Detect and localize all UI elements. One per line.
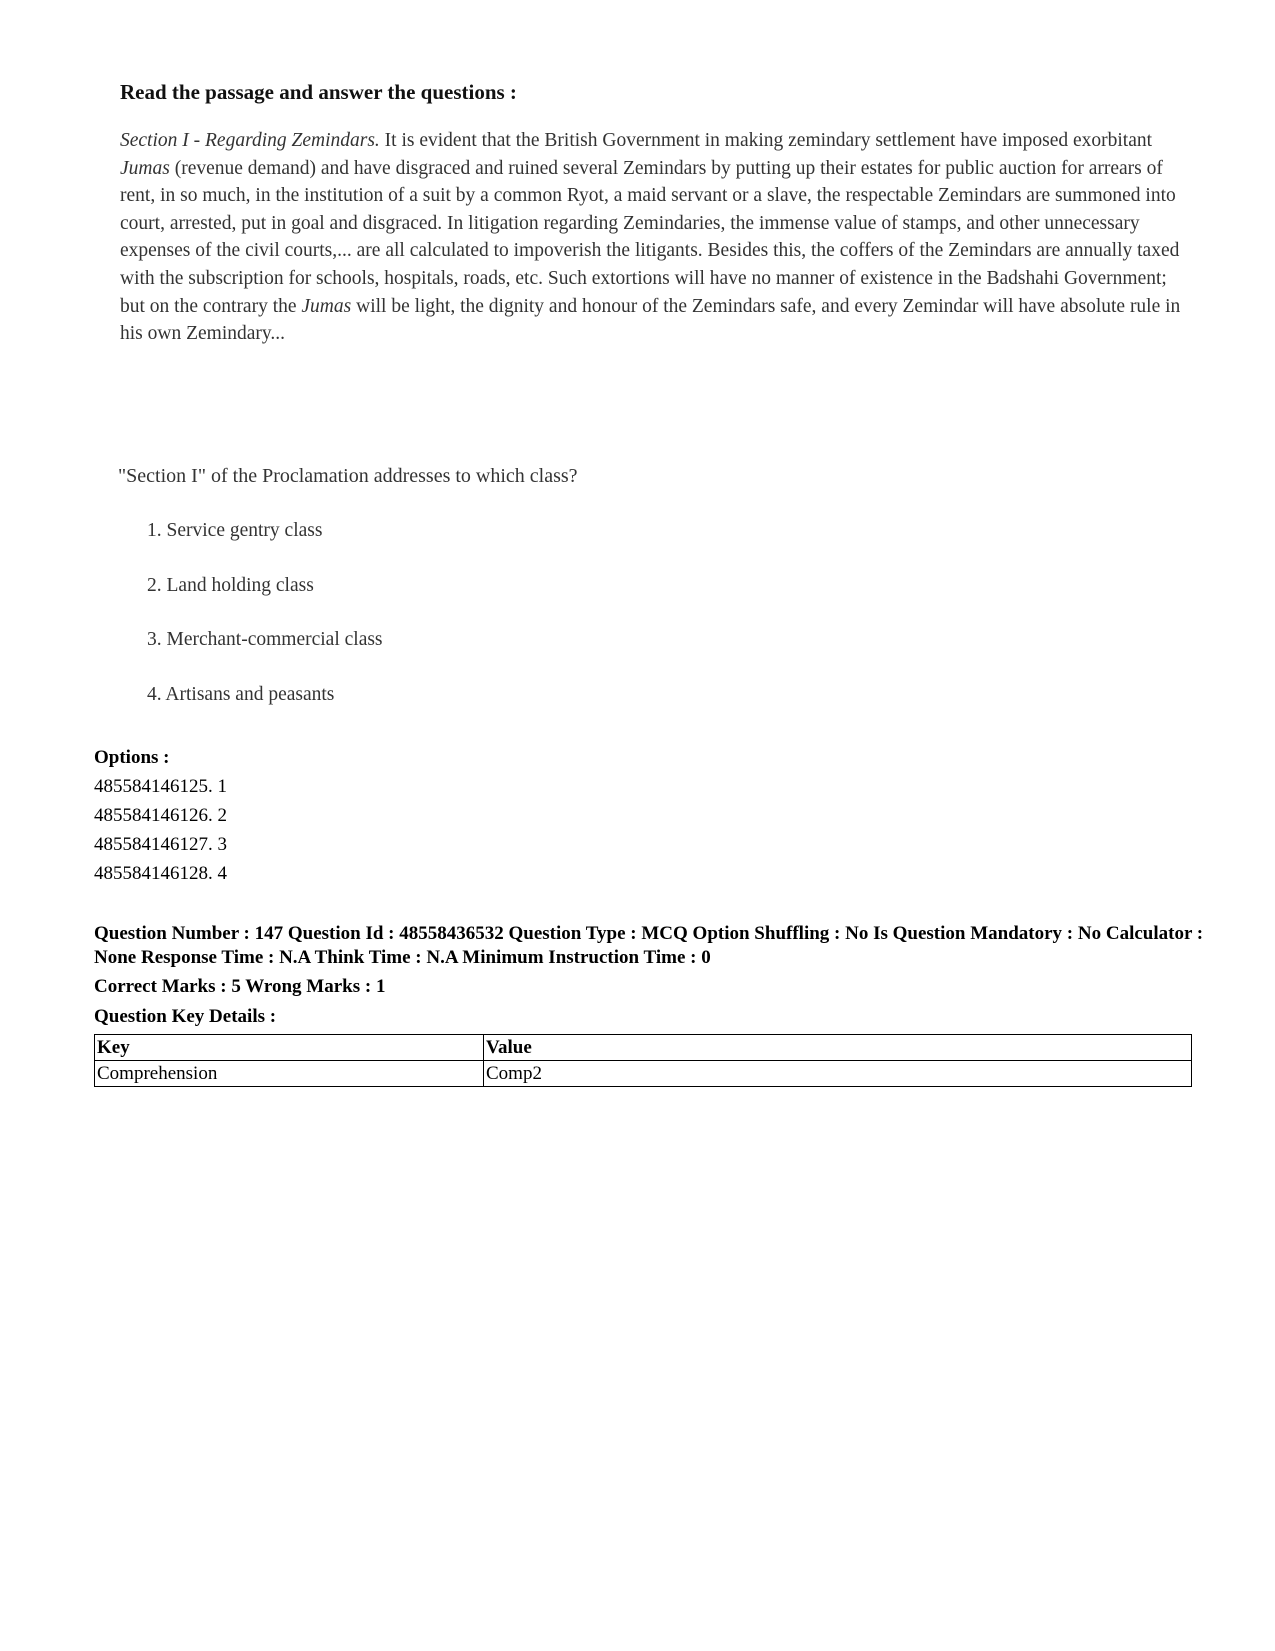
choice-item: 4. Artisans and peasants: [147, 683, 335, 705]
passage-body: [120, 127, 1185, 348]
passage-image: [115, 80, 1185, 348]
key-details-label: Question Key Details :: [94, 1006, 277, 1027]
passage-text: It is evident that the British Government in making zemindary settlement have imposed exorbitant: [379, 130, 1153, 151]
choice-item: 3. Merchant-commercial class: [147, 629, 383, 650]
key-details-table: [94, 1034, 1192, 1087]
option-item: 485584146127. 3: [94, 834, 227, 855]
choice-item: 2. Land holding class: [147, 574, 314, 596]
option-item: 485584146125. 1: [94, 776, 227, 797]
options-block: [94, 743, 227, 888]
choice-item: 1. Service gentry class: [147, 520, 323, 541]
question-meta: Question Number : 147 Question Id : 48558436532 Question Type : MCQ Option Shuffling : No Is Question Mandatory : No Calculator : None Response Time : N.A Think Time : N.A Minimum Instruction Time : 0: [94, 923, 1204, 968]
passage-text: (revenue demand) and have disgraced and ruined several Zemindars by putting up their estates for public auction for arrears of rent, in so much, in the institution of a suit by a common Ryot, a maid servant or a slave, the respectable Zemindars are summoned into court, arrested, put in goal and disgraced. In litigation regarding Zemindaries, the immense value of stamps, and other unnecessary expenses of the civil courts,... are all calculated to impoverish the litigants. Besides this, the coffers of the Zemindars are annually taxed with the subscription for schools, hospitals, roads, etc. Such extortions will have no manner of existence in the Badshahi Government; but on the contrary the: [120, 157, 1180, 317]
table-header-key: Key: [95, 1035, 484, 1061]
table-header-value: Value: [484, 1035, 1192, 1061]
passage-heading: Read the passage and answer the questions :: [120, 80, 517, 104]
table-cell-key: Comprehension: [95, 1061, 484, 1087]
section-title: Section I - Regarding Zemindars.: [120, 130, 380, 151]
option-item: 485584146126. 2: [94, 805, 227, 826]
table-cell-value: Comp2: [484, 1061, 1192, 1087]
choice-list: [147, 520, 383, 738]
passage-term: Jumas: [301, 295, 352, 317]
table-row: [95, 1061, 1192, 1087]
marks-line: Correct Marks : 5 Wrong Marks : 1: [94, 976, 386, 997]
question-text: "Section I" of the Proclamation addresses to which class?: [118, 465, 578, 487]
options-label: Options :: [94, 747, 170, 768]
passage-text: will be light, the dignity and honour of the Zemindars safe, and every Zemindar will have absolute rule in his own Zemindary...: [120, 295, 1181, 345]
table-header-row: [95, 1035, 1192, 1061]
passage-term: Jumas: [120, 157, 170, 179]
option-item: 485584146128. 4: [94, 863, 227, 884]
